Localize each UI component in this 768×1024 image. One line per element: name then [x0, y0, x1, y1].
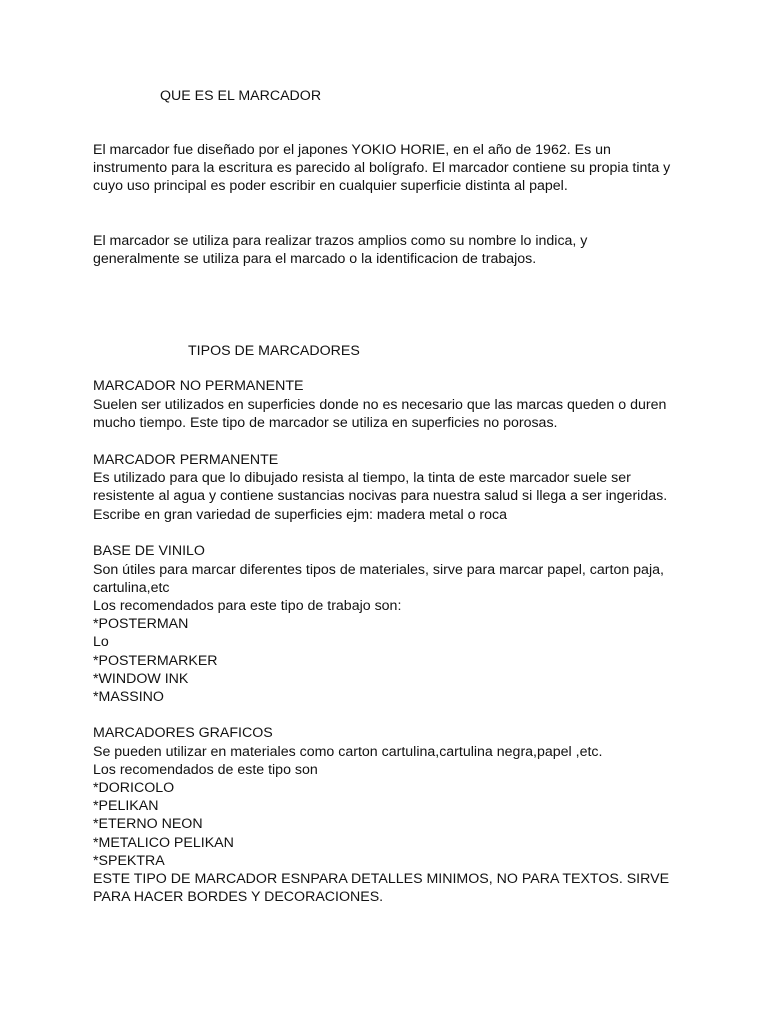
vinilo-item-3: *POSTERMARKER [93, 653, 218, 669]
graficos-item-1: *DORICOLO [93, 780, 175, 796]
vinilo-line-3: Los recomendados para este tipo de trabajo son: [93, 598, 402, 614]
no-permanente-line-2: mucho tiempo. Este tipo de marcador se utiliza en superficies no porosas. [93, 415, 558, 431]
graficos-item-2: *PELIKAN [93, 798, 159, 814]
no-permanente-line-1: Suelen ser utilizados en superficies donde no es necesario que las marcas queden o duren [93, 397, 667, 413]
graficos-heading: MARCADORES GRAFICOS [93, 725, 273, 741]
vinilo-item-2: Lo [93, 634, 109, 650]
graficos-item-5: *SPEKTRA [93, 853, 165, 869]
intro-line-2: instrumento para la escritura es parecido al bolígrafo. El marcador contiene su propia tinta y [93, 160, 671, 176]
vinilo-item-5: *MASSINO [93, 689, 164, 705]
graficos-item-3: *ETERNO NEON [93, 816, 203, 832]
usage-line-2: generalmente se utiliza para el marcado o la identificacion de trabajos. [93, 251, 537, 267]
vinilo-line-2: cartulina,etc [93, 580, 170, 596]
graficos-note-line-1: ESTE TIPO DE MARCADOR ESNPARA DETALLES MINIMOS, NO PARA TEXTOS. SIRVE [93, 871, 670, 887]
permanente-line-2: resistente al agua y contiene sustancias nocivas para nuestra salud si llega a ser ingeridas. [93, 488, 668, 504]
page-title: QUE ES EL MARCADOR [160, 88, 322, 104]
graficos-line-2: Los recomendados de este tipo son [93, 762, 318, 778]
intro-line-1: El marcador fue diseñado por el japones YOKIO HORIE, en el año de 1962. Es un [93, 142, 611, 158]
vinilo-line-1: Son útiles para marcar diferentes tipos de materiales, sirve para marcar papel, carton paja, [93, 562, 664, 578]
no-permanente-heading: MARCADOR NO PERMANENTE [93, 378, 304, 394]
graficos-note-line-2: PARA HACER BORDES Y DECORACIONES. [93, 889, 384, 905]
vinilo-heading: BASE DE VINILO [93, 543, 205, 559]
permanente-heading: MARCADOR PERMANENTE [93, 452, 279, 468]
graficos-item-4: *METALICO PELIKAN [93, 835, 234, 851]
intro-line-3: cuyo uso principal es poder escribir en cualquier superficie distinta al papel. [93, 178, 568, 194]
vinilo-item-4: *WINDOW INK [93, 671, 189, 687]
graficos-line-1: Se pueden utilizar en materiales como carton cartulina,cartulina negra,papel ,etc. [93, 744, 603, 760]
permanente-line-3: Escribe en gran variedad de superficies ejm: madera metal o roca [93, 507, 508, 523]
vinilo-item-1: *POSTERMAN [93, 616, 189, 632]
permanente-line-1: Es utilizado para que lo dibujado resista al tiempo, la tinta de este marcador suele ser [93, 470, 631, 486]
section-title: TIPOS DE MARCADORES [188, 343, 360, 359]
usage-line-1: El marcador se utiliza para realizar trazos amplios como su nombre lo indica, y [93, 233, 588, 249]
